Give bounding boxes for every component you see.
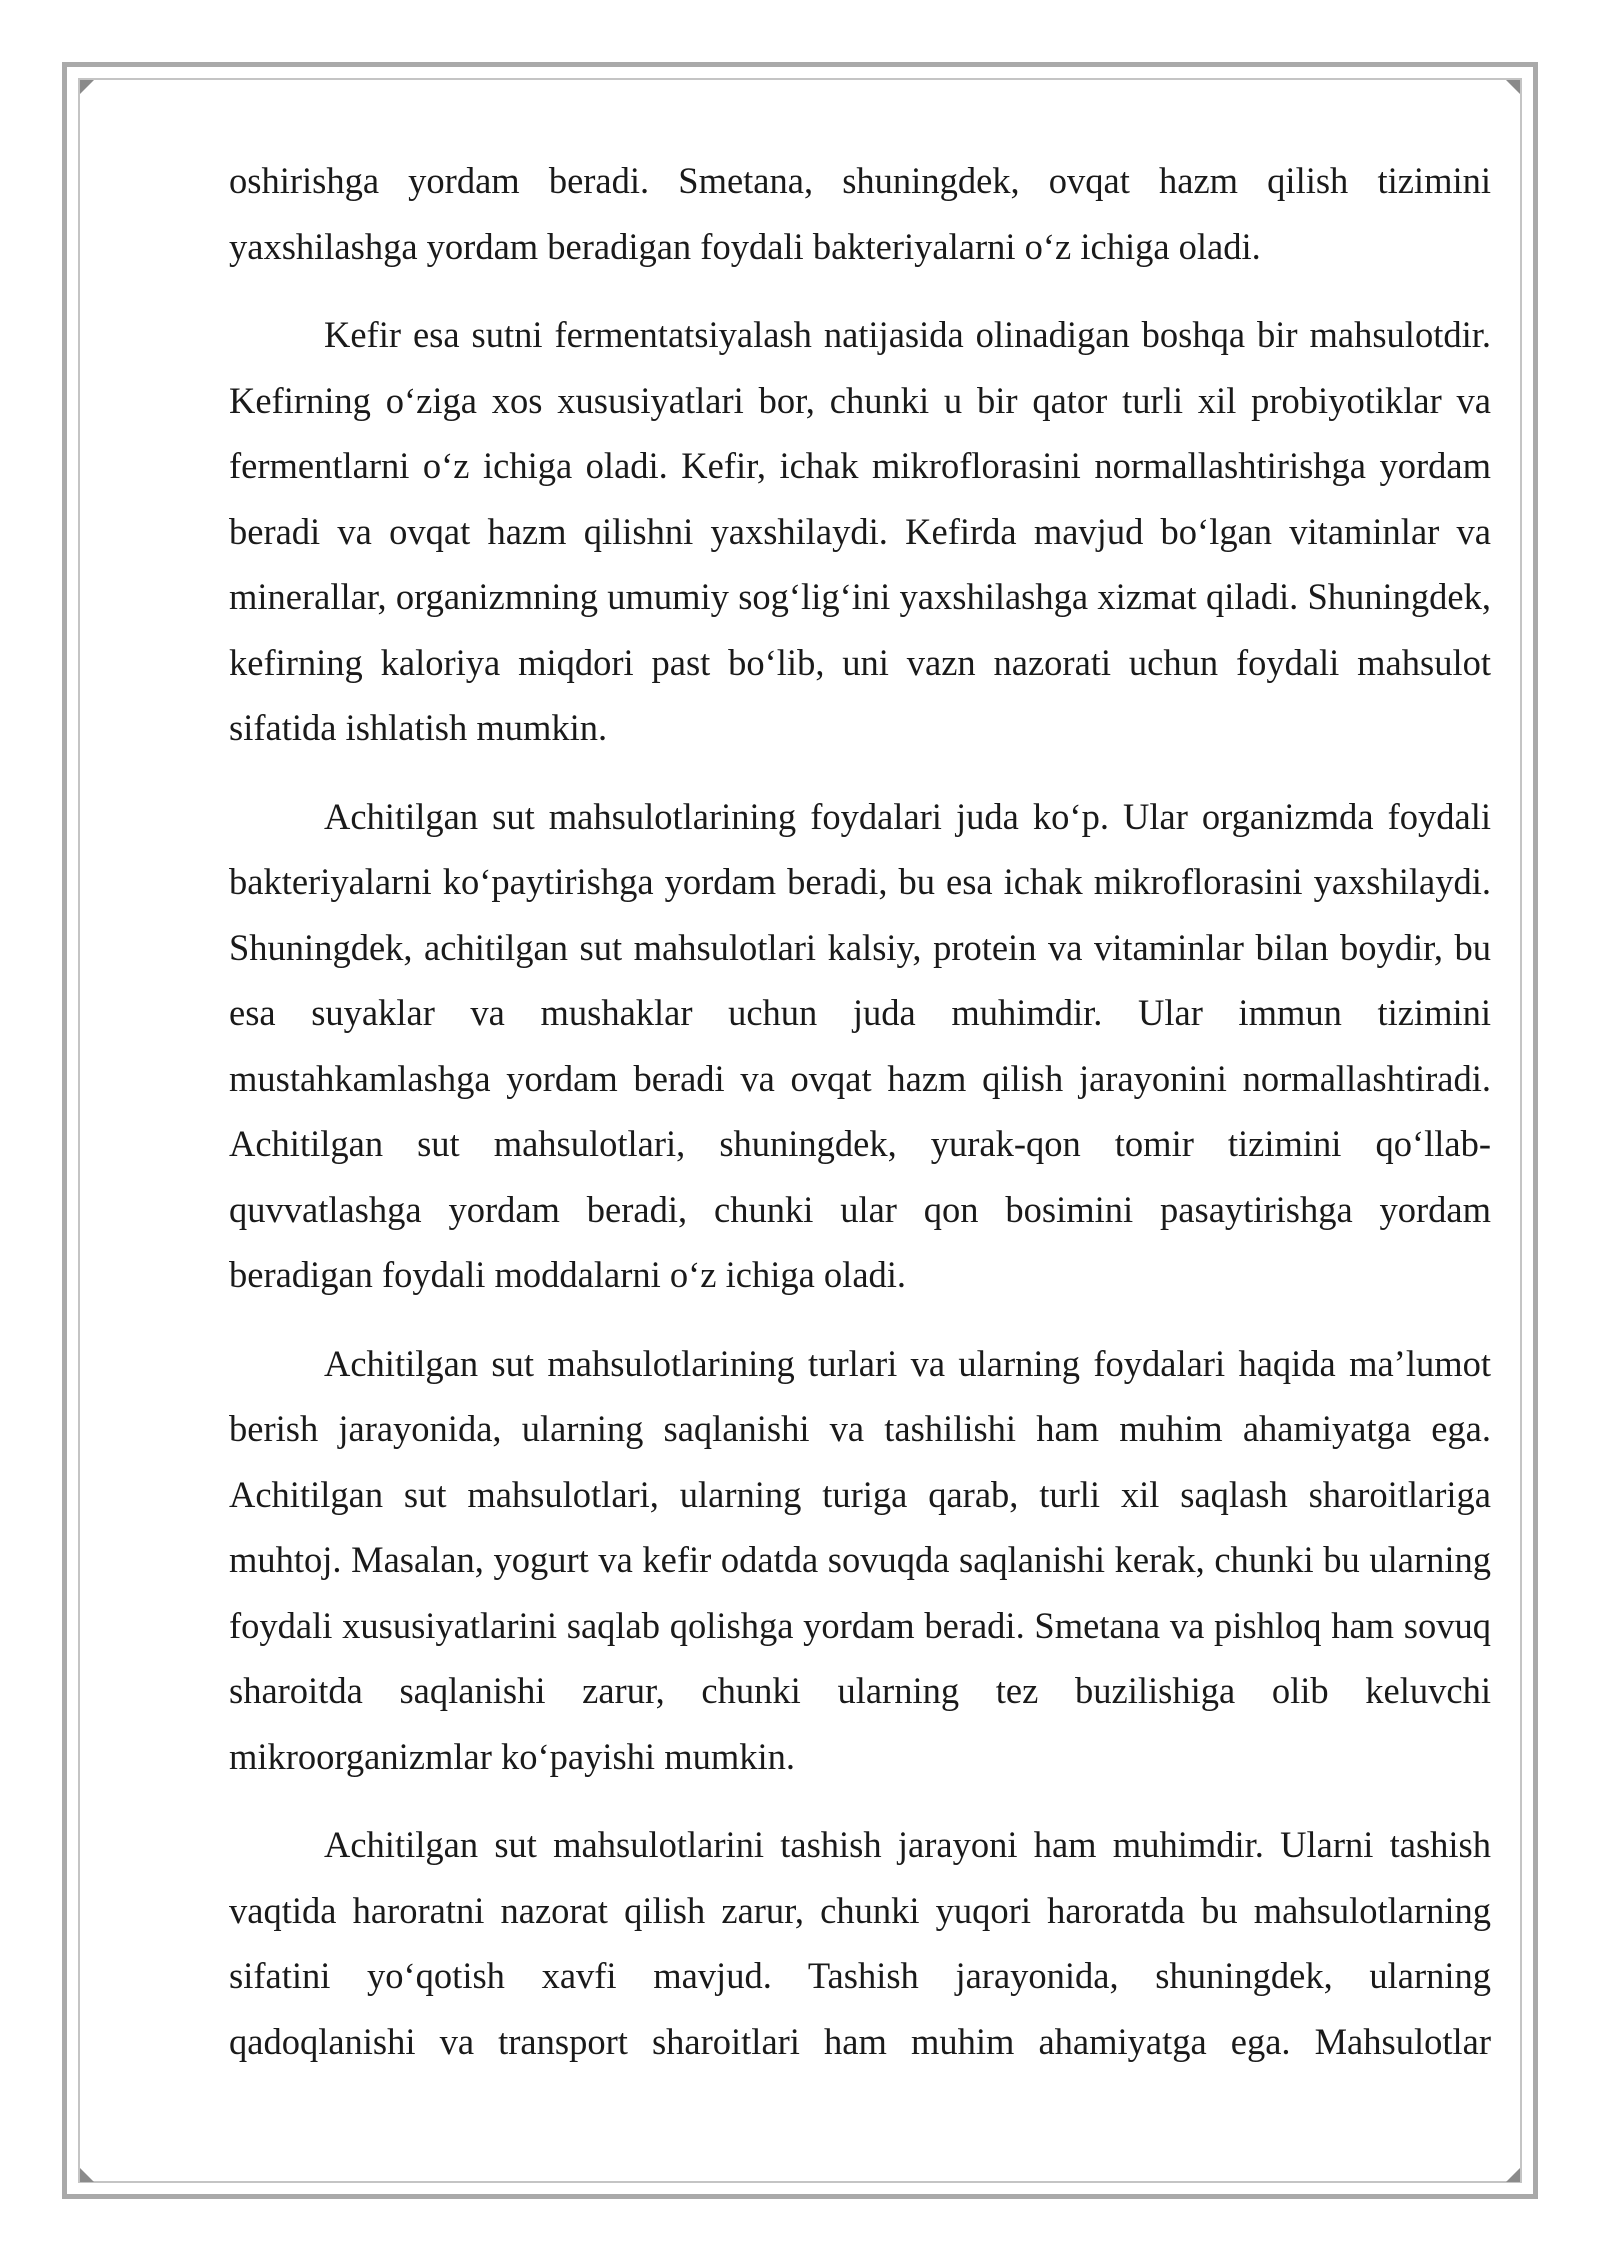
document-body — [229, 148, 1491, 2097]
paragraph-transport: Achitilgan sut mahsulotlarini tashish jarayoni ham muhimdir. Ularni tashish vaqtida haroratni nazorat qilish zarur, chunki yuqori haroratda bu mahsulotlarning sifatini yo‘qotish xavfi mavjud. Tashish jarayonida, shuningdek, ularning qadoqlanishi va transport sharoitlari ham muhim ahamiyatga ega. Mahsulotlar — [229, 1824, 1491, 2062]
corner-ornament-top-right — [1506, 80, 1520, 94]
corner-ornament-bottom-right — [1506, 2168, 1520, 2182]
paragraph-kefir: Kefir esa sutni fermentatsiyalash natijasida olinadigan boshqa bir mahsulotdir. Kefirning o‘ziga xos xususiyatlari bor, chunki u bir qator turli xil probiyotiklar va fermentlarni o‘z ichiga oladi. Kefir, ichak mikroflorasini normallashtirishga yordam beradi va ovqat hazm qilishni yaxshilaydi. Kefirda mavjud bo‘lgan vitaminlar va minerallar, organizmning umumiy sog‘lig‘ini yaxshilashga xizmat qiladi. Shuningdek, kefirning kaloriya miqdori past bo‘lib, uni vazn nazorati uchun foydali mahsulot sifatida ishlatish mumkin. — [229, 314, 1491, 748]
paragraph-continued: oshirishga yordam beradi. Smetana, shuningdek, ovqat hazm qilish tizimini yaxshilashga yordam beradigan foydali bakteriyalarni o‘z ichiga oladi. — [229, 160, 1491, 267]
paragraph-storage: Achitilgan sut mahsulotlarining turlari va ularning foydalari haqida ma’lumot berish jarayonida, ularning saqlanishi va tashilishi ham muhim ahamiyatga ega. Achitilgan sut mahsulotlari, ularning turiga qarab, turli xil saqlash sharoitlariga muhtoj. Masalan, yogurt va kefir odatda sovuqda saqlanishi kerak, chunki bu ularning foydali xususiyatlarini saqlab qolishga yordam beradi. Smetana va pishloq ham sovuq sharoitda saqlanishi zarur, chunki ularning tez buzilishiga olib keluvchi mikroorganizmlar ko‘payishi mumkin. — [229, 1342, 1491, 1777]
corner-ornament-top-left — [80, 80, 94, 94]
corner-ornament-bottom-left — [80, 2168, 94, 2182]
paragraph-benefits: Achitilgan sut mahsulotlarining foydalari juda ko‘p. Ular organizmda foydali bakteriyalarni ko‘paytirishga yordam beradi, bu esa ichak mikroflorasini yaxshilaydi. Shuningdek, achitilgan sut mahsulotlari kalsiy, protein va vitaminlar bilan boydir, bu esa suyaklar va mushaklar uchun juda muhimdir. Ular immun tizimini mustahkamlashga yordam beradi va ovqat hazm qilish jarayonini normallashtiradi. Achitilgan sut mahsulotlari, shuningdek, yurak-qon tomir tizimini qo‘llab-quvvatlashga yordam beradi, chunki ular qon bosimini pasaytirishga yordam beradigan foydali moddalarni o‘z ichiga oladi. — [229, 795, 1491, 1295]
